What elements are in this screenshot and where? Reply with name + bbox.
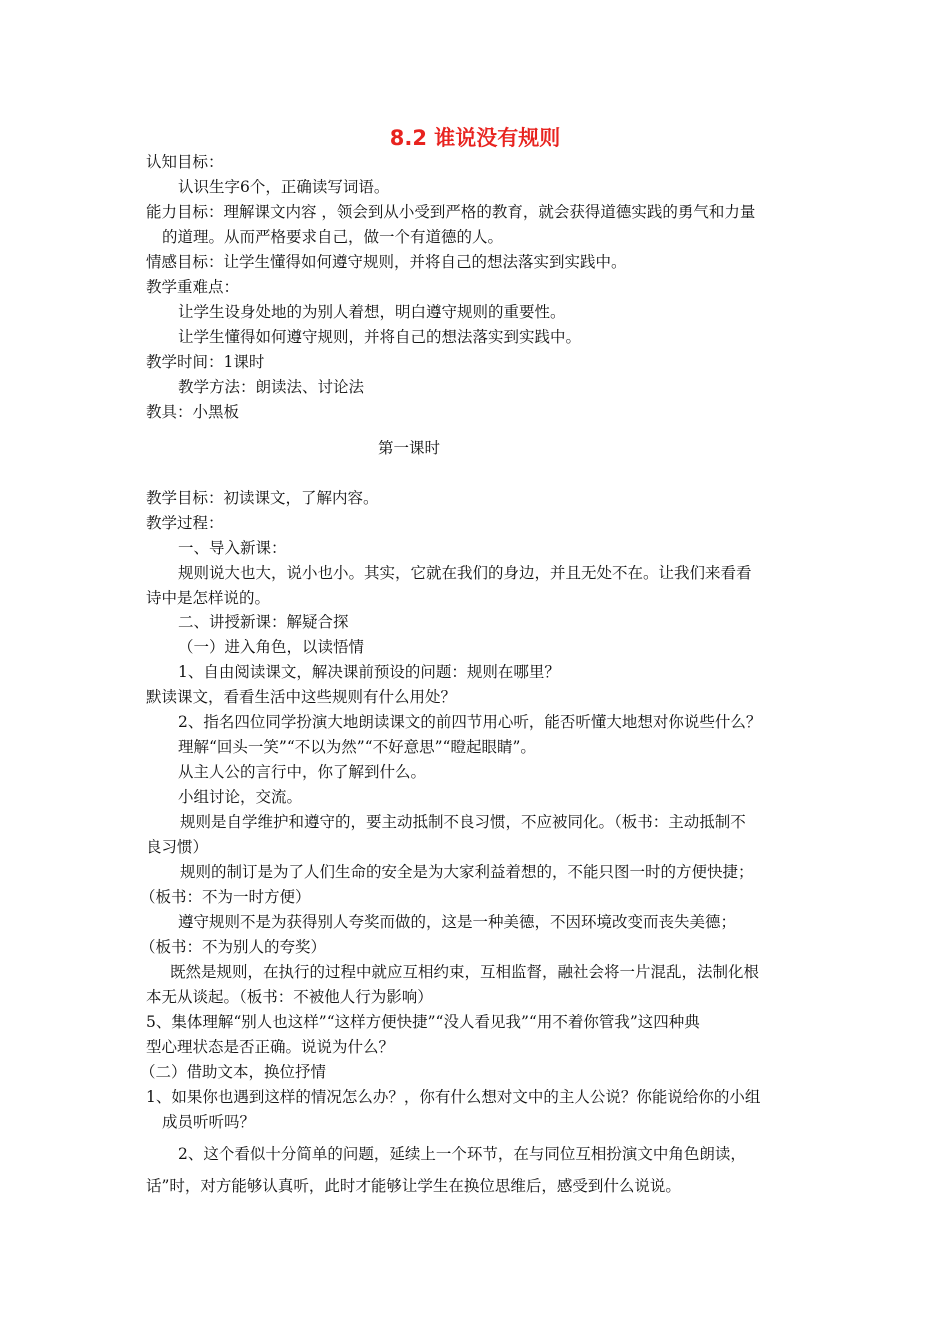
text-line: 遵守规则不是为获得别人夸奖而做的，这是一种美德，不因环境改变而丧失美德； — [178, 913, 737, 931]
text-line: 二、讲授新课：解疑合探 — [178, 613, 349, 631]
text-line: 一、导入新课： — [178, 539, 287, 557]
text-line: 认知目标： — [146, 153, 224, 171]
text-line: 能力目标：理解课文内容 ，领会到从小受到严格的教育，就会获得道德实践的勇气和力量 — [146, 203, 756, 221]
text-line: 教学过程： — [146, 514, 224, 532]
text-line: 2、这个看似十分简单的问题，延续上一个环节，在与同位互相扮演文中角色朗读， — [178, 1145, 746, 1163]
text-line: 认识生字6个，正确读写词语。 — [178, 178, 390, 196]
text-line: 1、自由阅读课文，解决课前预设的问题：规则在哪里？ — [178, 663, 560, 681]
text-line: 教学重难点： — [146, 278, 240, 296]
text-line: 理解“回头一笑”“不以为然”“不好意思”“瞪起眼睛”。 — [178, 738, 536, 756]
text-line: 良习惯） — [146, 838, 209, 856]
text-line: 情感目标：让学生懂得如何遵守规则，并将自己的想法落实到实践中。 — [146, 253, 627, 271]
text-line: 教学目标：初读课文，了解内容。 — [146, 489, 379, 507]
text-line: 话”时，对方能够认真听，此时才能够让学生在换位思维后，感受到什么说说。 — [146, 1177, 681, 1195]
text-line: 1、如果你也遇到这样的情况怎么办？，你有什么想对文中的主人公说？你能说给你的小组 — [146, 1088, 761, 1106]
text-line: 2、指名四位同学扮演大地朗读课文的前四节用心听，能否听懂大地想对你说些什么？ — [178, 713, 762, 731]
text-line: 让学生懂得如何遵守规则，并将自己的想法落实到实践中。 — [178, 328, 582, 346]
document-title: 8.2 谁说没有规则 — [389, 126, 561, 150]
text-line: 教学时间：1课时 — [146, 353, 265, 371]
text-line: 从主人公的言行中，你了解到什么。 — [178, 763, 427, 781]
text-line: 默读课文，看看生活中这些规则有什么用处？ — [146, 688, 457, 706]
text-line: 小组讨论，交流。 — [178, 788, 303, 806]
text-line: 成员听听吗？ — [162, 1113, 256, 1131]
text-line: （板书：不为别人的夸奖） — [140, 938, 327, 956]
text-line: 本无从谈起。（板书：不被他人行为影响） — [146, 988, 433, 1006]
text-line: （板书：不为一时方便） — [140, 888, 311, 906]
text-line: 让学生设身处地的为别人着想，明白遵守规则的重要性。 — [178, 303, 566, 321]
text-line: 型心理状态是否正确。说说为什么？ — [146, 1038, 395, 1056]
section-heading: 第一课时 — [378, 439, 441, 457]
text-line: 教学方法：朗读法、讨论法 — [178, 378, 365, 396]
text-line: 的道理。从而严格要求自己，做一个有道德的人。 — [162, 228, 504, 246]
text-line: 诗中是怎样说的。 — [146, 589, 271, 607]
text-line: 教具：小黑板 — [146, 403, 240, 421]
text-line: （二）借助文本，换位抒情 — [140, 1063, 327, 1081]
text-line: 既然是规则，在执行的过程中就应互相约束，互相监督，融社会将一片混乱，法制化根 — [170, 963, 760, 981]
text-line: 规则说大也大，说小也小。其实，它就在我们的身边，并且无处不在。让我们来看看 — [178, 564, 752, 582]
text-line: 5、集体理解“别人也这样”“这样方便快捷”“没人看见我”“用不着你管我”这四种典 — [146, 1013, 700, 1031]
text-line: 规则是自学维护和遵守的，要主动抵制不良习惯，不应被同化。（板书：主动抵制不 — [180, 813, 746, 831]
text-line: （一）进入角色，以读悟情 — [178, 638, 365, 656]
text-line: 规则的制订是为了人们生命的安全是为大家利益着想的，不能只图一时的方便快捷； — [180, 863, 754, 881]
